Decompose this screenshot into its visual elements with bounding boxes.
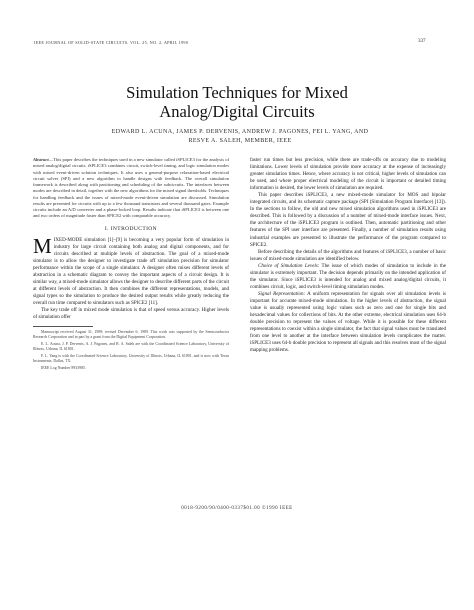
footnote-divider (33, 326, 93, 327)
right-paragraph-1: faster run times but less precision, while there are trade-offs on accuracy due to modeling limitations. Lower levels of simulation provide more accuracy at the expense of increasingly greater simulation times. Hence, where accuracy is not critical, higher levels of simulation can be used, and where proper electrical modeling of the circuit is important or detailed timing information is desired, the lower levels of simulation are required. (250, 157, 446, 192)
page-number: 337 (418, 39, 426, 44)
intro-paragraph-2: The key trade off in mixed mode simulation is that of speed versus accuracy. Higher levels of simulation offer (33, 306, 229, 321)
authors-line-1: EDWARD L. ACUNA, JAMES P. DERVENIS, ANDREW J. PAGONES, FEI L. YANG, AND (111, 129, 369, 135)
abstract-text: —This paper describes the techniques used in a new simulator called iSPLICE3 for the analysis of mixed analog/digital circuits. iSPLICE3 combines circuit, switch-level timing, and logic simulation modes with mixed event-driven solution techniques. It also uses a general-purpose relaxation-based electrical circuit solver (SPI) and a new algorithm to handle designs with feedback. The overall simulation framework is described along with partitioning and scheduling of the subcircuits. The interfaces between modes are described in detail, together with the new algorithms for the mixed signal thresholds. Techniques for handling feedback and the issues of mixed-mode event-driven simulation are discussed. Simulation results are presented for circuits with up to a few thousand transistors and several thousand gates. Example circuits include an A/D converter and a phase-locked loop. Results indicate that iSPLICE3 is between one and two orders of magnitude faster than SPICE2 with comparable accuracy. (33, 157, 229, 219)
footnote-log-number: IEEE Log Number 8933985. (41, 365, 86, 370)
abstract (33, 157, 229, 220)
intro-paragraph-1 (33, 237, 229, 307)
right-column (250, 157, 446, 354)
dropcap-letter: M (33, 236, 52, 258)
abstract-label: Abstract (33, 157, 49, 162)
subhead-signal-representation: Signal Representation: (258, 290, 306, 297)
left-column (33, 157, 229, 372)
footnote-manuscript: Manuscript received August 31, 1989; revised December 6, 1989. This work was supported by the Semiconductor Research Corporation and in part by a grant from the Digital Equipment Corporation. (33, 330, 229, 340)
footnote-affiliation-2: F. L. Yang is with the Coordinated Science Laboratory, University of Illinois, Urbana, IL 61801, and is now with Texas Instruments, Dallas, TX. (33, 353, 229, 364)
section-heading-introduction: I. INTRODUCTION (104, 225, 158, 232)
intro-paragraph-1-text: IXED-MODE simulation [1]–[9] is becoming a very popular form of simulation in industry for large circuit containing both analog and digital components, and for circuits described at multiple levels of abstraction. The goal of a mixed-mode simulator is to allow the designer to investigate trade off simulation precision for simulator performance within the scope of a single simulator. A designer often mixes different levels of abstraction in a schematic diagram to convey the important aspects of a circuit design. It is similar way, a mixed-mode simulator allows the designer to describe different parts of the circuit at different levels of abstraction. It then combines the different representations, models, and signal types so the simulation to produce the desired output results while greatly reducing the overall run time compared to simulators such as SPICE2 [11]. (33, 236, 229, 306)
paper-title-line-1: Simulation Techniques for Mixed (126, 83, 348, 102)
right-paragraph-5-text: A uniform representation for signals over all simulation levels is important for accurate mixed-mode simulation. In the higher levels of abstraction, the signal value is usually represented using logic values such as zero and one for single bits and hexadecimal values for collections of bits. At the other extreme, electrical simulation uses 64-b double precision to represent the values of voltage. While it is possible for these different representations to coexist within a single simulator, the fact that signal values must be translated from one level to another at the interface between simulation levels complicates the matter. iSPLICE3 uses 64-b double precision to represent all signals and this resolves most of the signal mapping problems. (250, 290, 446, 354)
copyright-line: 0018-9200/90/0400-0337$01.00 ©1990 IEEE (181, 506, 293, 511)
right-paragraph-5 (250, 291, 446, 354)
right-paragraph-2: This paper describes iSPLICE3, a new mixed-mode simulator for MOS and bipolar integrated circuits, and its schematic capture package (SPI (Simulation Program Interface) [13]). In the sections to follow, the old and new mixed simulation algorithms used in iSPLICE3 are described. This is followed by a discussion of a number of mixed-mode interface issues. Next, the architecture of the iSPLICE3 program is outlined. Then, automatic partitioning and other features of the SPI user interface are presented. Finally, a number of simulation results using industrial examples are presented to illustrate the performance of the program compared to SPICE2. (250, 192, 446, 248)
paper-title-line-2: Analog/Digital Circuits (159, 102, 315, 121)
right-paragraph-3: Before describing the details of the algorithms and features of iSPLICE3, a number of basic issues of mixed-mode simulation are identified below. (250, 248, 446, 262)
authors-line-2: RESVE A. SALEH, MEMBER, IEEE (188, 138, 292, 144)
right-paragraph-4-text: The issue of which modes of simulation to include in the simulator is extremely important. The decision depends primarily on the intended application of the simulator. Since iSPLICE3 is intended for analog and mixed analog/digital circuits, it combines circuit, logic, and switch-level timing simulation modes. (250, 262, 446, 290)
subhead-simulation-levels: Choice of Simulation Levels: (258, 262, 320, 269)
running-head: IEEE JOURNAL OF SOLID-STATE CIRCUITS, VOL. 25, NO. 2, APRIL 1990 (34, 40, 189, 45)
footnote-affiliation-1: E. L. Acuna, J. P. Dervenis, A. J. Pagones, and R. A. Saleh are with the Coordinated Science Laboratory, University of Illinois, Urbana, IL 61801. (33, 341, 229, 352)
right-paragraph-4 (250, 263, 446, 291)
